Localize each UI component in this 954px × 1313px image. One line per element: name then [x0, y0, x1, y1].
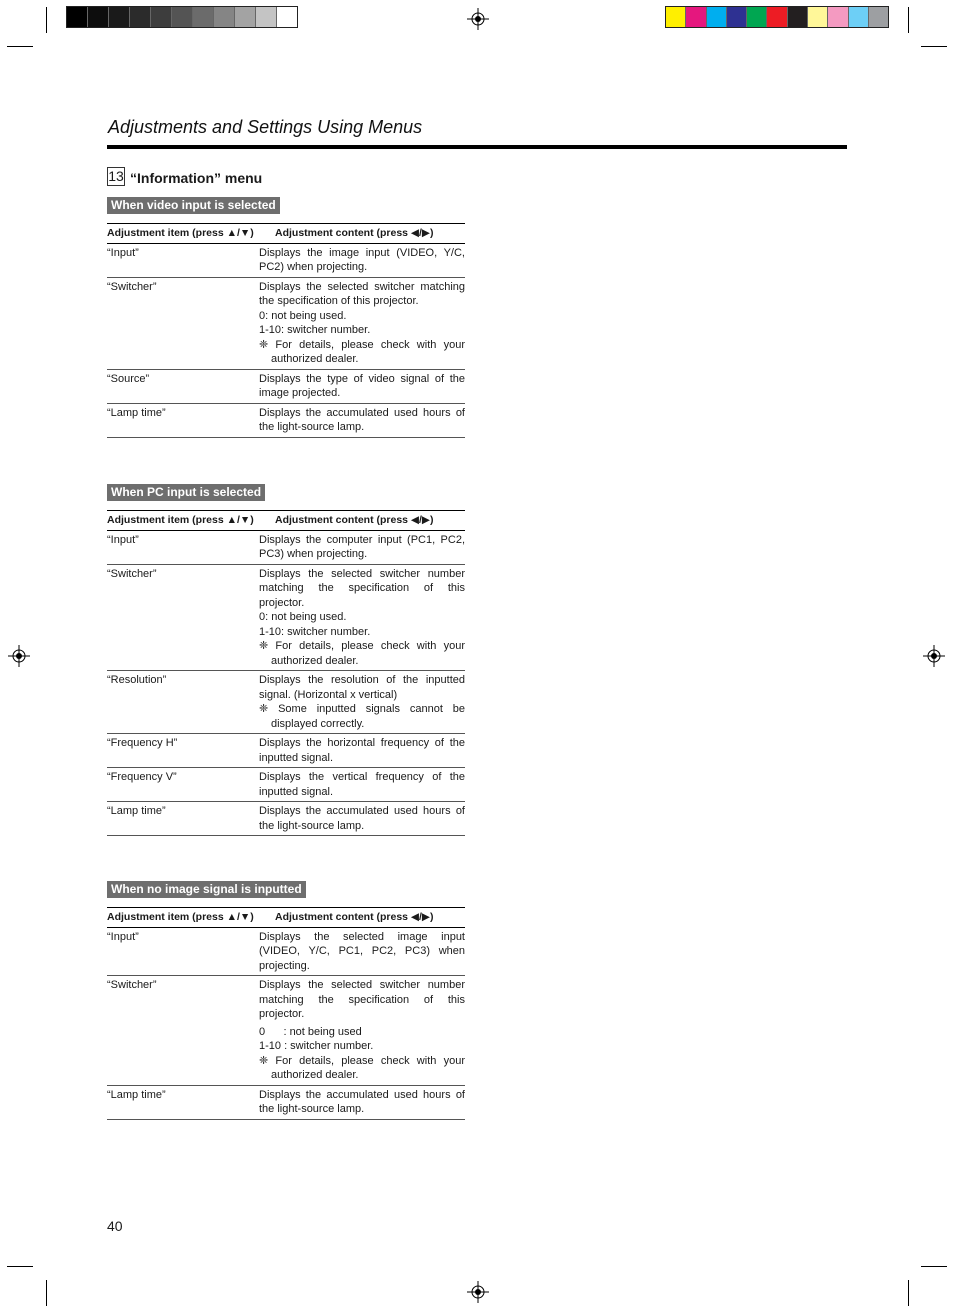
color-swatch: [256, 7, 277, 27]
registration-mark-icon: [923, 645, 945, 667]
color-swatch: [666, 7, 686, 27]
content-line: 1-10 : switcher number.: [259, 1040, 374, 1052]
note-text: ❈ For details, please check with your authorized dealer.: [259, 640, 465, 667]
crop-mark: [921, 46, 947, 47]
color-swatch: [788, 7, 808, 27]
content-line: 1-10: switcher number.: [259, 324, 371, 336]
content-cell: [259, 768, 465, 802]
table-row: [107, 976, 465, 1086]
crop-mark: [908, 1280, 909, 1306]
info-table-no-signal: [107, 907, 465, 1120]
color-swatch: [214, 7, 235, 27]
content-line: Displays the selected image input (VIDEO, Y/C, PC1, PC2, PC3) when projecting.: [259, 930, 465, 972]
item-cell: “Lamp time”: [107, 403, 259, 437]
color-swatch: [172, 7, 193, 27]
content-line: Displays the vertical frequency of the inputted signal.: [259, 771, 465, 798]
content-line: Displays the image input (VIDEO, Y/C, PC2) when projecting.: [259, 246, 465, 273]
item-cell: “Frequency V”: [107, 768, 259, 802]
content-line: 1-10: switcher number.: [259, 625, 371, 638]
item-cell: “Switcher”: [107, 564, 259, 671]
table-row: [107, 530, 465, 564]
page-heading: Adjustments and Settings Using Menus: [108, 117, 423, 137]
column-header-item: Adjustment item (press ▲/▼): [107, 908, 259, 928]
color-calibration-bar: [665, 6, 889, 28]
content-line: Displays the selected switcher number matching the specification of this projector.: [259, 567, 465, 609]
table-row: [107, 1085, 465, 1119]
color-swatch: [767, 7, 787, 27]
content-line: Displays the horizontal frequency of the inputted signal.: [259, 737, 465, 764]
color-swatch: [109, 7, 130, 27]
crop-mark: [908, 7, 909, 33]
note-text: ❈ For details, please check with your authorized dealer.: [259, 338, 465, 365]
grayscale-calibration-bar: [66, 6, 298, 28]
content-line: Displays the accumulated used hours of the light-source lamp.: [259, 1088, 465, 1115]
color-swatch: [869, 7, 888, 27]
item-cell: “Input”: [107, 243, 259, 277]
registration-mark-icon: [467, 8, 489, 30]
content-line: Displays the selected switcher number matching the specification of this projector.: [259, 979, 465, 1020]
column-header-item: Adjustment item (press ▲/▼): [107, 511, 259, 531]
color-swatch: [808, 7, 828, 27]
item-cell: “Resolution”: [107, 671, 259, 734]
color-swatch: [707, 7, 727, 27]
content-cell: [259, 403, 465, 437]
content-cell: [259, 671, 465, 734]
note-text: ❈ For details, please check with your authorized dealer.: [259, 1054, 465, 1081]
content-line: 0: not being used.: [259, 611, 347, 623]
color-swatch: [686, 7, 706, 27]
table-row: [107, 369, 465, 403]
section-title: “Information” menu: [130, 170, 263, 186]
crop-mark: [7, 46, 33, 47]
page-number: 40: [107, 1218, 123, 1234]
table-row: [107, 403, 465, 437]
crop-mark: [46, 7, 47, 33]
crop-mark: [7, 1266, 33, 1267]
heading-rule: [107, 145, 847, 149]
note-text: ❈ Some inputted signals cannot be displayed correctly.: [259, 703, 465, 730]
table-row: [107, 768, 465, 802]
column-header-content: Adjustment content (press ◀/▶): [259, 908, 465, 928]
color-swatch: [193, 7, 214, 27]
color-swatch: [727, 7, 747, 27]
content-line: Displays the accumulated used hours of the light-source lamp.: [259, 406, 465, 433]
item-cell: “Frequency H”: [107, 734, 259, 768]
column-header-content: Adjustment content (press ◀/▶): [259, 224, 465, 244]
color-swatch: [151, 7, 172, 27]
table-row: [107, 671, 465, 734]
content-line: Displays the selected switcher matching the specification of this projector.: [259, 280, 465, 307]
table-row: [107, 734, 465, 768]
table-row: [107, 243, 465, 277]
content-line: Displays the type of video signal of the image projected.: [259, 372, 465, 399]
content-cell: [259, 976, 465, 1086]
color-swatch: [849, 7, 869, 27]
color-swatch: [235, 7, 256, 27]
column-header-content: Adjustment content (press ◀/▶): [259, 511, 465, 531]
item-cell: “Switcher”: [107, 976, 259, 1086]
item-cell: “Lamp time”: [107, 1085, 259, 1119]
content-cell: [259, 802, 465, 836]
info-table-video: [107, 223, 465, 438]
content-line: 0 : not being used: [259, 1025, 362, 1038]
content-line: 0: not being used.: [259, 309, 347, 322]
color-swatch: [67, 7, 88, 27]
content-cell: [259, 734, 465, 768]
section-badge-no-signal: When no image signal is inputted: [107, 881, 306, 898]
color-swatch: [747, 7, 767, 27]
item-cell: “Switcher”: [107, 277, 259, 369]
section-badge-pc: When PC input is selected: [107, 484, 265, 501]
content-cell: [259, 927, 465, 976]
color-swatch: [828, 7, 848, 27]
content-cell: [259, 369, 465, 403]
content-cell: [259, 277, 465, 369]
table-row: [107, 927, 465, 976]
crop-mark: [921, 1266, 947, 1267]
content-line: Displays the computer input (PC1, PC2, PC3) when projecting.: [259, 533, 465, 560]
item-cell: “Source”: [107, 369, 259, 403]
content-cell: [259, 243, 465, 277]
registration-mark-icon: [467, 1281, 489, 1303]
color-swatch: [130, 7, 151, 27]
content-cell: [259, 1085, 465, 1119]
content-line: Displays the accumulated used hours of the light-source lamp.: [259, 805, 465, 832]
color-swatch: [88, 7, 109, 27]
column-header-item: Adjustment item (press ▲/▼): [107, 224, 259, 244]
content-cell: [259, 564, 465, 671]
content-line: Displays the resolution of the inputted signal. (Horizontal x vertical): [259, 674, 465, 701]
table-row: [107, 802, 465, 836]
item-cell: “Input”: [107, 927, 259, 976]
section-number: 13: [108, 168, 124, 184]
item-cell: “Lamp time”: [107, 802, 259, 836]
color-swatch: [277, 7, 297, 27]
content-cell: [259, 530, 465, 564]
table-row: [107, 564, 465, 671]
crop-mark: [46, 1280, 47, 1306]
table-row: [107, 277, 465, 369]
section-badge-video: When video input is selected: [107, 197, 280, 214]
info-table-pc: [107, 510, 465, 836]
item-cell: “Input”: [107, 530, 259, 564]
registration-mark-icon: [8, 645, 30, 667]
